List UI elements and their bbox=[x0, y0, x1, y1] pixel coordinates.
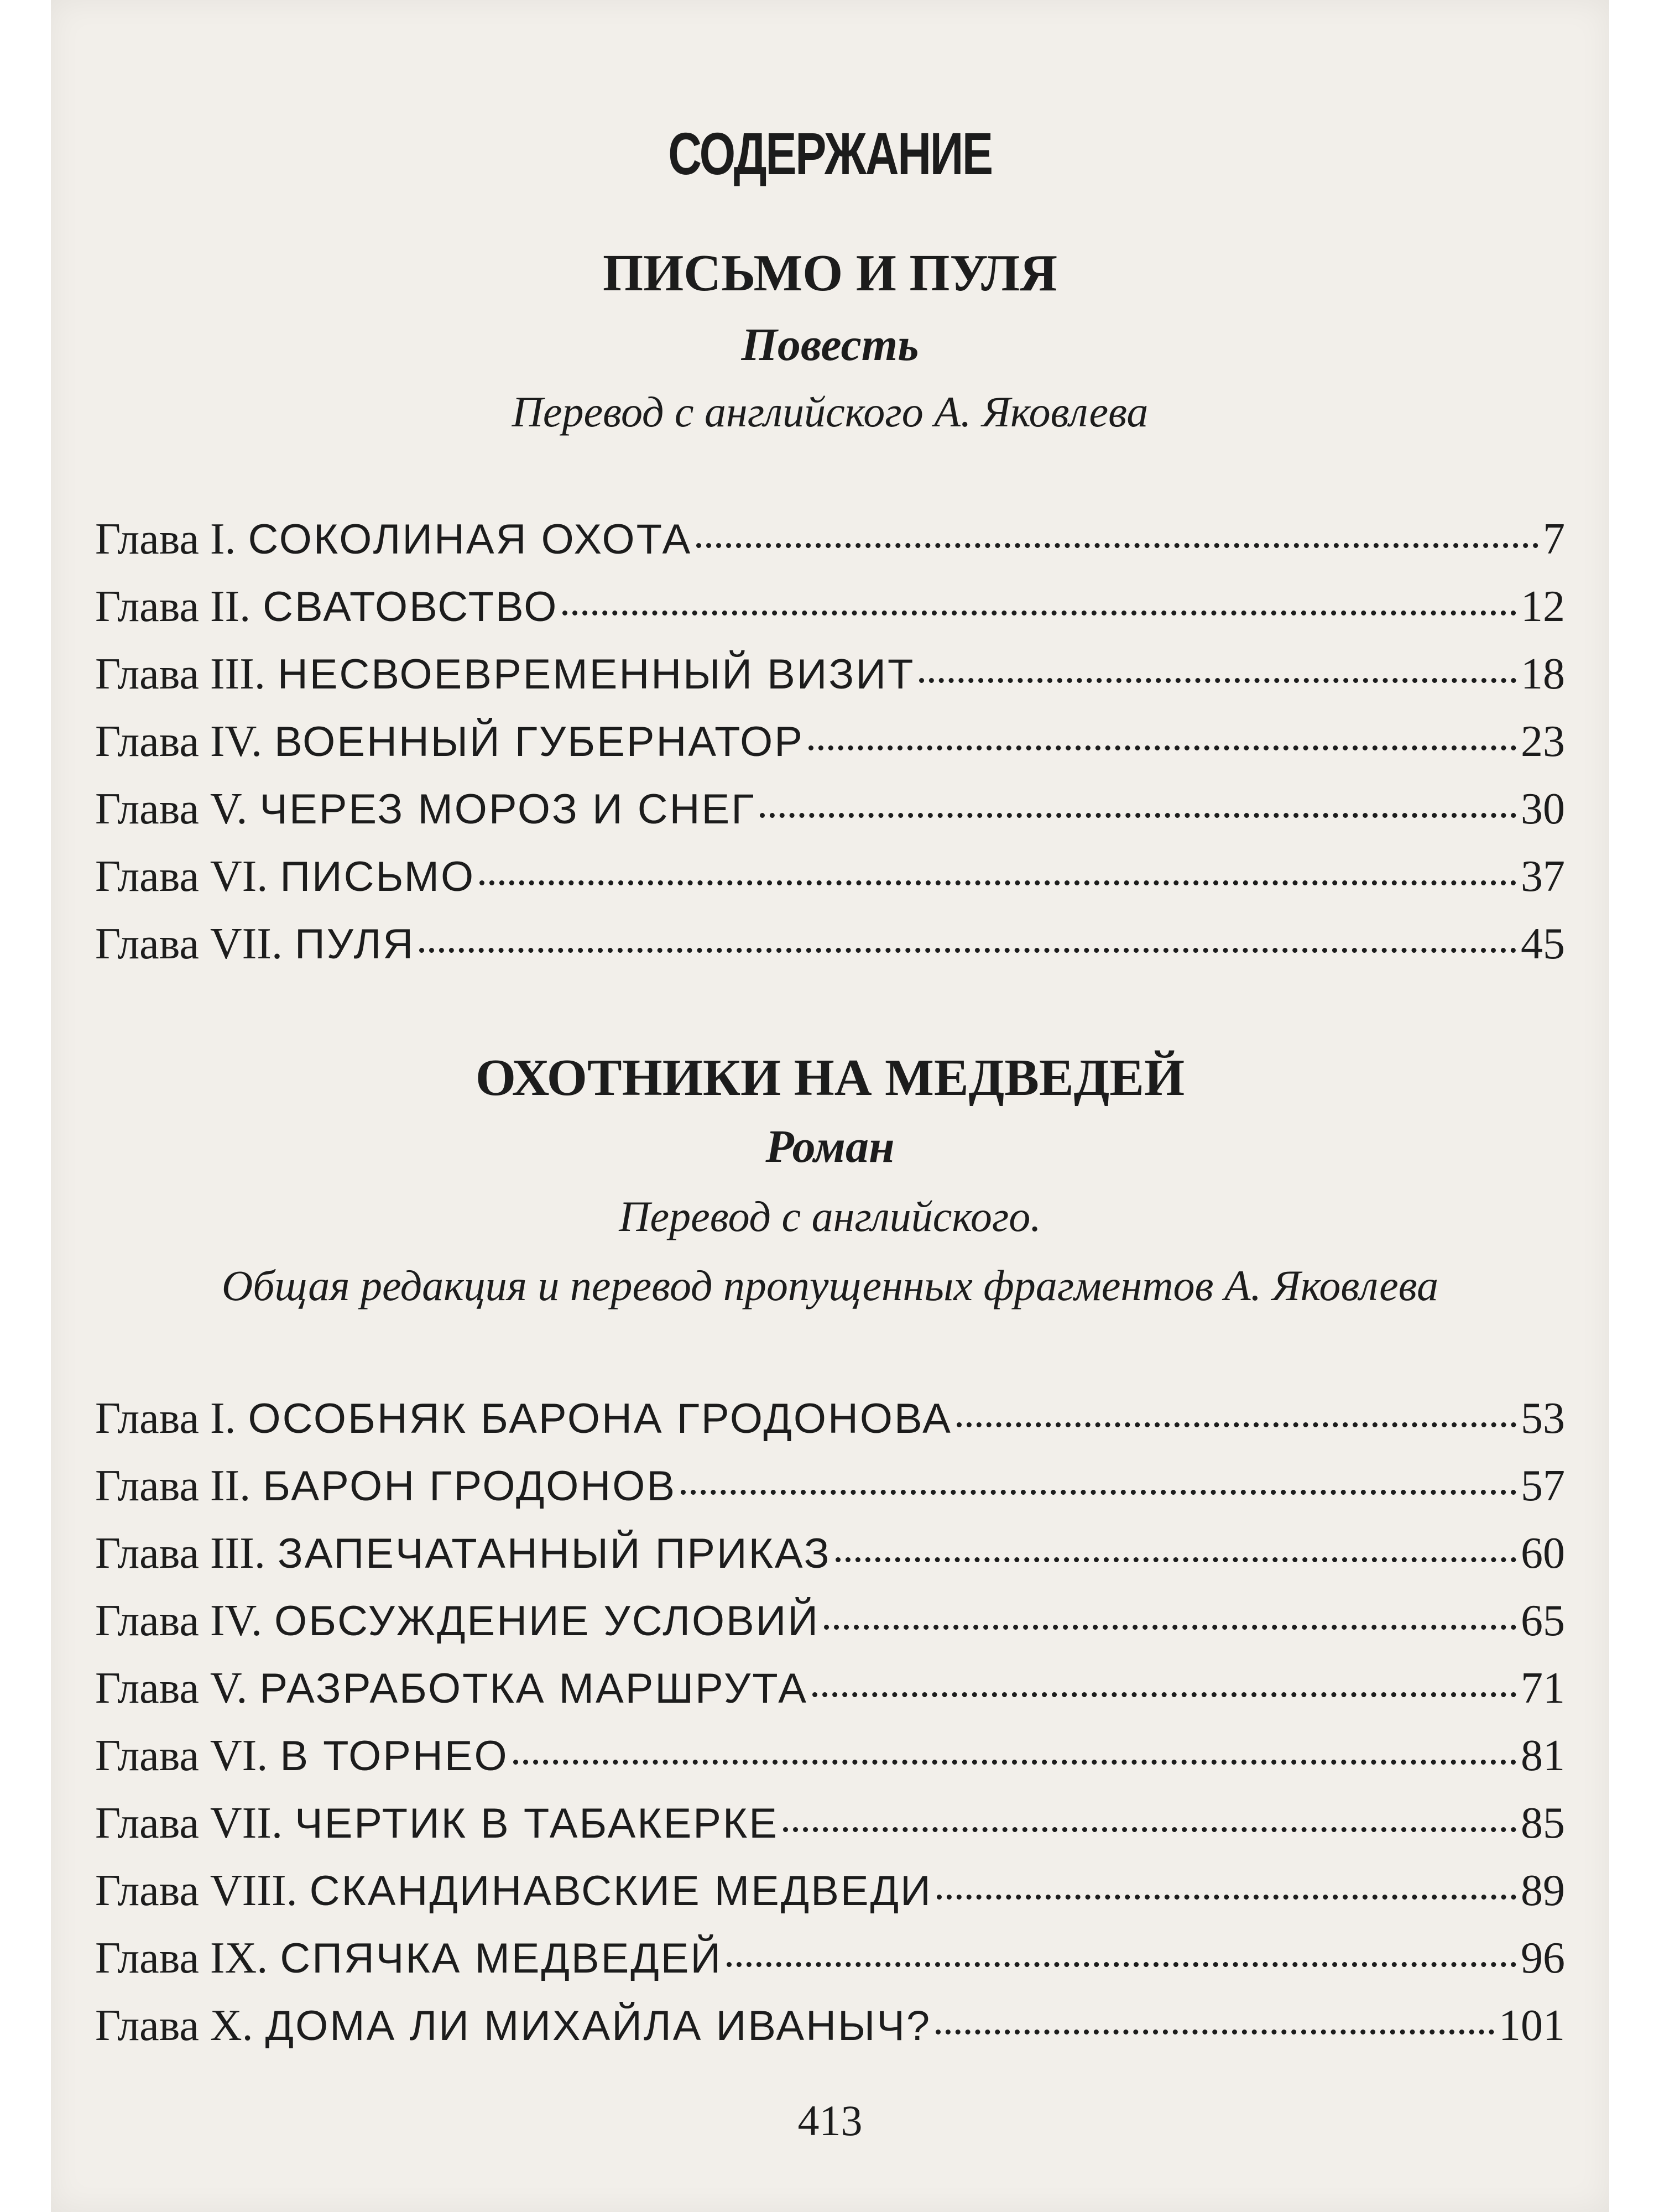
section-title: ОХОТНИКИ НА МЕДВЕДЕЙ bbox=[475, 1049, 1185, 1107]
chapter-title: ПУЛЯ bbox=[294, 921, 415, 968]
dot-leader bbox=[760, 813, 1516, 818]
chapter-title: ЧЕРЕЗ МОРОЗ И СНЕГ bbox=[259, 786, 756, 833]
toc-entry bbox=[95, 1528, 1565, 1596]
toc-entry bbox=[95, 919, 1565, 987]
chapter-page-number: 23 bbox=[1521, 717, 1565, 766]
dot-leader bbox=[957, 1422, 1516, 1427]
chapter-page-number: 18 bbox=[1521, 650, 1565, 698]
toc-entry bbox=[95, 514, 1565, 582]
toc-entry bbox=[95, 1394, 1565, 1461]
chapter-page-number: 96 bbox=[1521, 1934, 1565, 1983]
chapter-number: Глава VIII. bbox=[95, 1866, 298, 1915]
section-genre: Повесть bbox=[741, 319, 919, 371]
dot-leader bbox=[836, 1557, 1516, 1562]
chapter-number: Глава X. bbox=[95, 2001, 253, 2050]
chapter-number: Глава VII. bbox=[95, 1799, 283, 1848]
table-of-contents-part-1 bbox=[95, 514, 1565, 987]
translation-credit: Перевод с английского. bbox=[619, 1192, 1041, 1240]
chapter-number: Глава IX. bbox=[95, 1934, 268, 1983]
dot-leader bbox=[696, 543, 1538, 548]
chapter-number: Глава VII. bbox=[95, 920, 283, 968]
toc-entry bbox=[95, 1933, 1565, 2001]
chapter-page-number: 57 bbox=[1521, 1462, 1565, 1510]
dot-leader bbox=[479, 880, 1516, 885]
toc-entry bbox=[95, 1596, 1565, 1663]
chapter-page-number: 12 bbox=[1521, 582, 1565, 631]
chapter-page-number: 30 bbox=[1521, 785, 1565, 833]
dot-leader bbox=[808, 745, 1516, 750]
toc-entry bbox=[95, 1663, 1565, 1731]
dot-leader bbox=[824, 1625, 1516, 1630]
chapter-title: ЧЕРТИК В ТАБАКЕРКЕ bbox=[294, 1800, 779, 1847]
dot-leader bbox=[562, 611, 1516, 615]
dot-leader bbox=[919, 678, 1516, 683]
toc-entry bbox=[95, 717, 1565, 784]
chapter-number: Глава III. bbox=[95, 1529, 265, 1578]
chapter-title: РАЗРАБОТКА МАРШРУТА bbox=[259, 1665, 808, 1712]
chapter-page-number: 65 bbox=[1521, 1597, 1565, 1645]
translation-editor-credit: Общая редакция и перевод пропущенных фрагментов А. Яковлева bbox=[221, 1261, 1439, 1310]
chapter-page-number: 81 bbox=[1521, 1731, 1565, 1780]
chapter-page-number: 7 bbox=[1543, 515, 1565, 564]
table-of-contents-part-2 bbox=[95, 1394, 1565, 2068]
chapter-number: Глава VI. bbox=[95, 852, 268, 901]
dot-leader bbox=[937, 1895, 1516, 1900]
toc-entry bbox=[95, 582, 1565, 649]
chapter-title: ЗАПЕЧАТАННЫЙ ПРИКАЗ bbox=[277, 1530, 831, 1577]
chapter-number: Глава II. bbox=[95, 582, 251, 631]
chapter-page-number: 71 bbox=[1521, 1664, 1565, 1713]
toc-entry bbox=[95, 2001, 1565, 2068]
chapter-number: Глава III. bbox=[95, 650, 265, 698]
chapter-title: ОСОБНЯК БАРОНА ГРОДОНОВА bbox=[248, 1395, 952, 1442]
dot-leader bbox=[783, 1827, 1516, 1832]
dot-leader bbox=[419, 948, 1516, 953]
dot-leader bbox=[727, 1962, 1516, 1967]
toc-entry bbox=[95, 649, 1565, 717]
chapter-title: СКАНДИНАВСКИЕ МЕДВЕДИ bbox=[309, 1867, 932, 1914]
chapter-number: Глава I. bbox=[95, 515, 236, 564]
chapter-title: ПИСЬМО bbox=[280, 853, 476, 900]
chapter-title: НЕСВОЕВРЕМЕННЫЙ ВИЗИТ bbox=[277, 651, 915, 698]
toc-entry bbox=[95, 1461, 1565, 1528]
chapter-number: Глава V. bbox=[95, 1664, 248, 1713]
chapter-title: ОБСУЖДЕНИЕ УСЛОВИЙ bbox=[274, 1598, 820, 1645]
chapter-page-number: 53 bbox=[1521, 1394, 1565, 1443]
chapter-title: ДОМА ЛИ МИХАЙЛА ИВАНЫЧ? bbox=[265, 2002, 932, 2049]
chapter-number: Глава I. bbox=[95, 1394, 236, 1443]
toc-entry bbox=[95, 1866, 1565, 1933]
toc-entry bbox=[95, 1731, 1565, 1798]
dot-leader bbox=[681, 1490, 1516, 1495]
chapter-title: СВАТОВСТВО bbox=[263, 583, 559, 630]
chapter-title: ВОЕННЫЙ ГУБЕРНАТОР bbox=[274, 718, 804, 765]
page-number: 413 bbox=[797, 2096, 863, 2145]
section-title: ПИСЬМО И ПУЛЯ bbox=[602, 244, 1058, 302]
chapter-page-number: 89 bbox=[1521, 1866, 1565, 1915]
dot-leader bbox=[936, 2030, 1494, 2034]
dot-leader bbox=[812, 1692, 1516, 1697]
toc-entry bbox=[95, 852, 1565, 919]
chapter-number: Глава IV. bbox=[95, 1597, 262, 1645]
chapter-page-number: 101 bbox=[1499, 2001, 1565, 2050]
chapter-title: В ТОРНЕО bbox=[280, 1733, 509, 1780]
book-page bbox=[51, 0, 1609, 2212]
section-genre: Роман bbox=[765, 1121, 895, 1172]
chapter-page-number: 45 bbox=[1521, 920, 1565, 968]
chapter-number: Глава V. bbox=[95, 785, 248, 833]
chapter-page-number: 85 bbox=[1521, 1799, 1565, 1848]
chapter-number: Глава IV. bbox=[95, 717, 262, 766]
toc-entry bbox=[95, 1798, 1565, 1866]
chapter-title: СОКОЛИНАЯ ОХОТА bbox=[248, 516, 692, 563]
dot-leader bbox=[513, 1760, 1516, 1765]
toc-entry bbox=[95, 784, 1565, 852]
translation-credit: Перевод с английского А. Яковлева bbox=[512, 388, 1149, 436]
chapter-page-number: 37 bbox=[1521, 852, 1565, 901]
chapter-title: БАРОН ГРОДОНОВ bbox=[263, 1463, 677, 1510]
chapter-page-number: 60 bbox=[1521, 1529, 1565, 1578]
contents-heading: СОДЕРЖАНИЕ bbox=[668, 120, 992, 187]
chapter-number: Глава VI. bbox=[95, 1731, 268, 1780]
chapter-number: Глава II. bbox=[95, 1462, 251, 1510]
chapter-title: СПЯЧКА МЕДВЕДЕЙ bbox=[280, 1935, 723, 1982]
